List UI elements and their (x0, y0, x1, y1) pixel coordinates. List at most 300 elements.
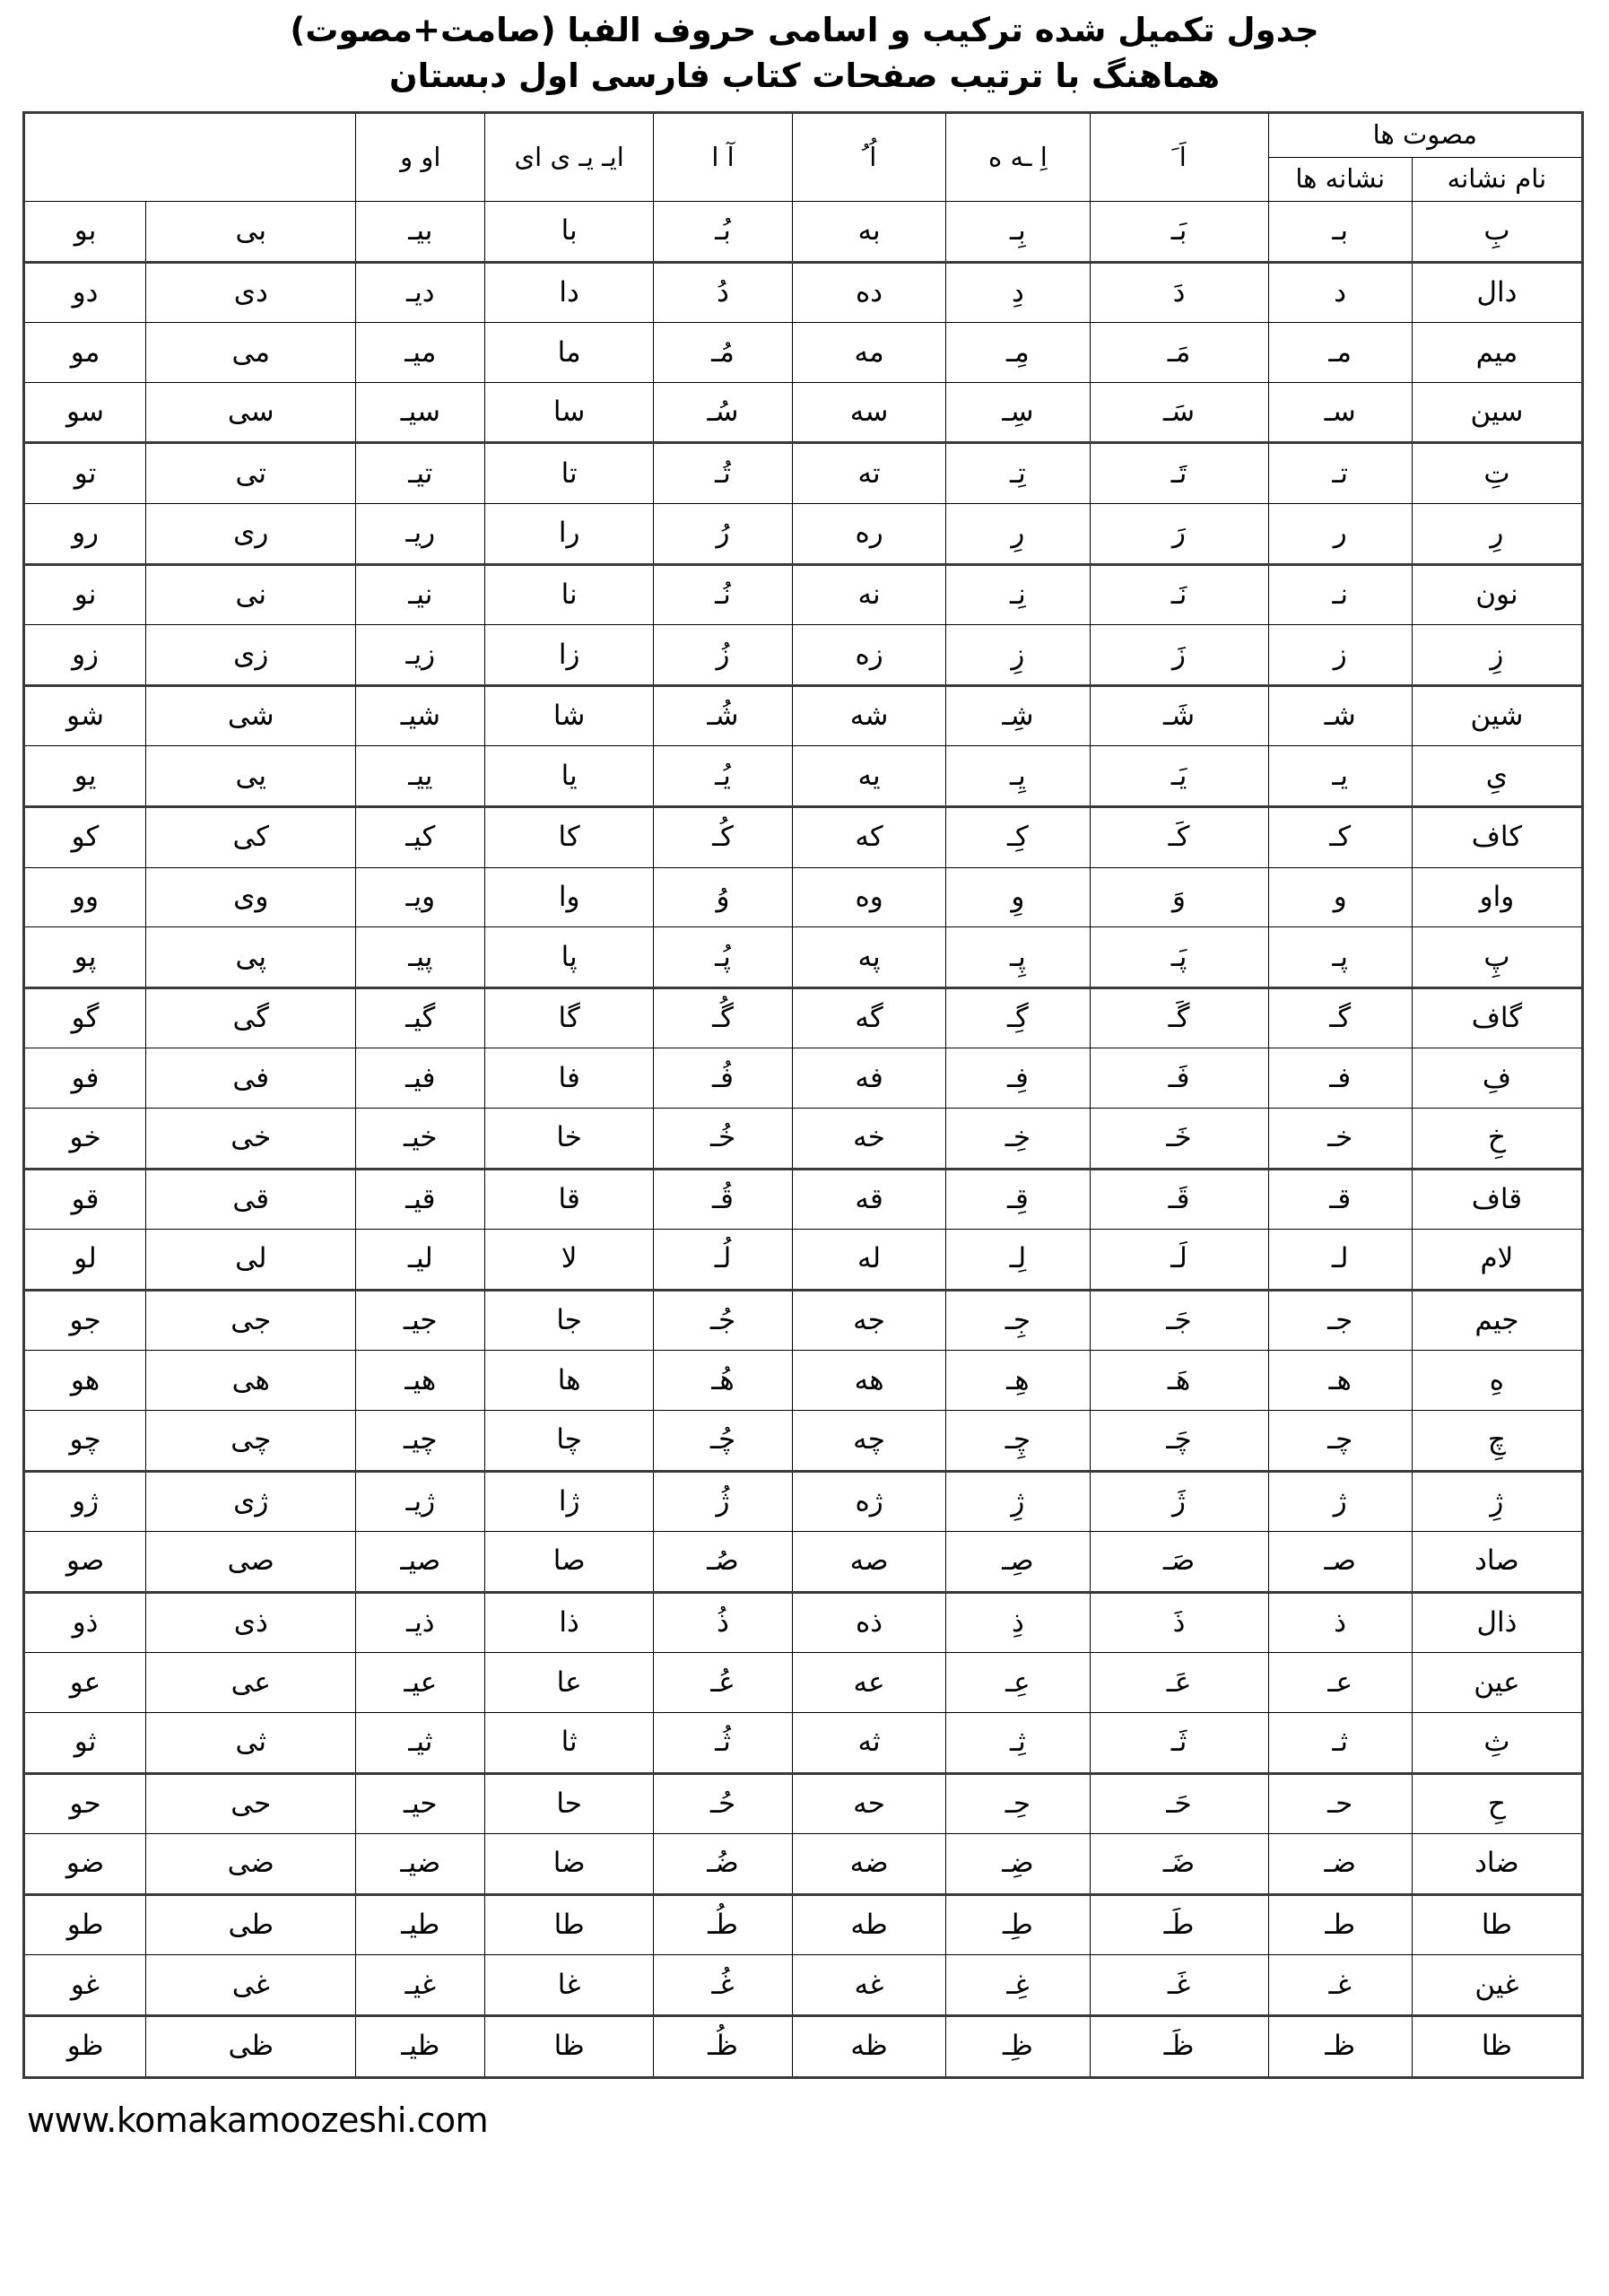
cell-with-ya-initial: سیـ (356, 382, 485, 443)
cell-with-ya: کی (146, 807, 356, 868)
cell-with-damma: دُ (654, 262, 793, 323)
cell-with-ya-initial: حیـ (356, 1773, 485, 1834)
cell-with-alef: با (485, 202, 654, 263)
cell-with-alef: گا (485, 987, 654, 1048)
table-row (24, 807, 1583, 868)
cell-with-fatha: چَـ (1090, 1410, 1268, 1471)
cell-with-alef: زا (485, 625, 654, 686)
cell-letter-name: ثِ (1412, 1712, 1582, 1773)
cell-letter-name: چِ (1412, 1410, 1582, 1471)
alphabet-combination-table (22, 111, 1584, 2078)
cell-with-ya: چی (146, 1410, 356, 1471)
table-row (24, 1169, 1583, 1230)
cell-with-vav: بو (24, 202, 146, 263)
cell-letter-name: ژِ (1412, 1471, 1582, 1532)
cell-with-damma: وُ (654, 867, 793, 927)
table-row (24, 262, 1583, 323)
cell-with-kasra: ژِ (946, 1471, 1090, 1532)
cell-with-ya: پی (146, 927, 356, 988)
cell-with-fatha: مَـ (1090, 323, 1268, 383)
cell-letter-name: طا (1412, 1894, 1582, 1955)
cell-with-ya-initial: فیـ (356, 1048, 485, 1109)
cell-letter-sign: ذ (1268, 1592, 1412, 1653)
cell-with-fatha: حَـ (1090, 1773, 1268, 1834)
table-row (24, 1290, 1583, 1351)
cell-letter-name: تِ (1412, 443, 1582, 504)
cell-with-ya-initial: طیـ (356, 1894, 485, 1955)
table-row (24, 1592, 1583, 1653)
cell-with-ya-initial: کیـ (356, 807, 485, 868)
cell-with-ya-initial: ویـ (356, 867, 485, 927)
cell-with-damma: ضُـ (654, 1834, 793, 1895)
cell-with-ya: سی (146, 382, 356, 443)
cell-with-he: په (792, 927, 945, 988)
table-row (24, 1109, 1583, 1170)
header-vowel-fatha: اَ َ (1090, 113, 1268, 202)
table-row (24, 1410, 1583, 1471)
cell-with-damma: یُـ (654, 746, 793, 807)
cell-with-ya-initial: تیـ (356, 443, 485, 504)
cell-with-ya-initial: شیـ (356, 685, 485, 746)
cell-letter-sign: گـ (1268, 987, 1412, 1048)
table-row (24, 1773, 1583, 1834)
table-row (24, 504, 1583, 565)
table-row (24, 867, 1583, 927)
cell-with-kasra: پِـ (946, 927, 1090, 988)
cell-with-damma: تُـ (654, 443, 793, 504)
cell-with-he: ذه (792, 1592, 945, 1653)
header-vowel-ya: ایـ یـ ی ای (485, 113, 654, 202)
cell-with-he: ده (792, 262, 945, 323)
cell-with-ya-initial: ژیـ (356, 1471, 485, 1532)
cell-with-alef: حا (485, 1773, 654, 1834)
cell-with-fatha: ضَـ (1090, 1834, 1268, 1895)
cell-with-kasra: شِـ (946, 685, 1090, 746)
cell-with-fatha: بَـ (1090, 202, 1268, 263)
cell-with-ya-initial: قیـ (356, 1169, 485, 1230)
cell-with-fatha: گَـ (1090, 987, 1268, 1048)
cell-letter-name: هِ (1412, 1351, 1582, 1411)
cell-letter-sign: هـ (1268, 1351, 1412, 1411)
cell-letter-name: قاف (1412, 1169, 1582, 1230)
cell-with-alef: ها (485, 1351, 654, 1411)
cell-with-he: گه (792, 987, 945, 1048)
cell-with-ya: بی (146, 202, 356, 263)
cell-with-alef: صا (485, 1532, 654, 1593)
cell-with-fatha: غَـ (1090, 1955, 1268, 2016)
table-row (24, 1955, 1583, 2016)
cell-with-ya-initial: گیـ (356, 987, 485, 1048)
header-vowel-damma: اُ ُ (792, 113, 945, 202)
cell-with-ya-initial: جیـ (356, 1290, 485, 1351)
cell-with-alef: وا (485, 867, 654, 927)
cell-with-he: فه (792, 1048, 945, 1109)
cell-letter-sign: صـ (1268, 1532, 1412, 1593)
cell-letter-name: پِ (1412, 927, 1582, 988)
cell-with-kasra: بِـ (946, 202, 1090, 263)
cell-with-alef: دا (485, 262, 654, 323)
cell-with-he: هه (792, 1351, 945, 1411)
cell-letter-name: غین (1412, 1955, 1582, 2016)
cell-with-damma: گُـ (654, 987, 793, 1048)
cell-letter-name: سین (1412, 382, 1582, 443)
cell-letter-sign: حـ (1268, 1773, 1412, 1834)
cell-with-fatha: هَـ (1090, 1351, 1268, 1411)
cell-with-fatha: خَـ (1090, 1109, 1268, 1170)
table-body (24, 202, 1583, 2077)
cell-with-he: طه (792, 1894, 945, 1955)
cell-letter-sign: و (1268, 867, 1412, 927)
cell-with-damma: لُـ (654, 1230, 793, 1291)
cell-with-ya: می (146, 323, 356, 383)
cell-with-damma: ثُـ (654, 1712, 793, 1773)
cell-with-kasra: فِـ (946, 1048, 1090, 1109)
cell-with-ya-initial: دیـ (356, 262, 485, 323)
cell-with-he: ژه (792, 1471, 945, 1532)
cell-letter-sign: ژ (1268, 1471, 1412, 1532)
cell-with-fatha: نَـ (1090, 564, 1268, 625)
cell-with-damma: فُـ (654, 1048, 793, 1109)
cell-with-ya: ذی (146, 1592, 356, 1653)
cell-letter-sign: چـ (1268, 1410, 1412, 1471)
cell-with-alef: کا (485, 807, 654, 868)
cell-letter-sign: مـ (1268, 323, 1412, 383)
cell-with-alef: تا (485, 443, 654, 504)
table-row (24, 746, 1583, 807)
table-header-row-main (24, 113, 1583, 158)
cell-letter-name: زِ (1412, 625, 1582, 686)
table-row (24, 1653, 1583, 1713)
cell-with-ya: ضی (146, 1834, 356, 1895)
cell-with-vav: یو (24, 746, 146, 807)
cell-letter-sign: پـ (1268, 927, 1412, 988)
header-sign-name: نام نشانه (1412, 158, 1582, 202)
cell-with-damma: چُـ (654, 1410, 793, 1471)
cell-with-ya-initial: غیـ (356, 1955, 485, 2016)
cell-with-fatha: کَـ (1090, 807, 1268, 868)
cell-with-he: ثه (792, 1712, 945, 1773)
cell-with-vav: نو (24, 564, 146, 625)
cell-letter-name: رِ (1412, 504, 1582, 565)
cell-with-ya-initial: لیـ (356, 1230, 485, 1291)
cell-with-kasra: کِـ (946, 807, 1090, 868)
cell-with-vav: خو (24, 1109, 146, 1170)
cell-with-ya-initial: ریـ (356, 504, 485, 565)
cell-with-ya: شی (146, 685, 356, 746)
cell-with-damma: پُـ (654, 927, 793, 988)
cell-with-he: ره (792, 504, 945, 565)
cell-with-vav: غو (24, 1955, 146, 2016)
cell-with-he: سه (792, 382, 945, 443)
cell-letter-sign: ضـ (1268, 1834, 1412, 1895)
table-row (24, 987, 1583, 1048)
cell-with-kasra: ذِ (946, 1592, 1090, 1653)
cell-with-fatha: سَـ (1090, 382, 1268, 443)
cell-letter-name: گاف (1412, 987, 1582, 1048)
cell-with-he: نه (792, 564, 945, 625)
cell-with-fatha: زَ (1090, 625, 1268, 686)
cell-with-ya-initial: بیـ (356, 202, 485, 263)
cell-letter-sign: فـ (1268, 1048, 1412, 1109)
cell-letter-name: میم (1412, 323, 1582, 383)
cell-letter-name: یِ (1412, 746, 1582, 807)
cell-letter-name: حِ (1412, 1773, 1582, 1834)
cell-with-ya: ژی (146, 1471, 356, 1532)
cell-letter-sign: غـ (1268, 1955, 1412, 2016)
cell-with-vav: وو (24, 867, 146, 927)
header-vowel-alef: آ ا (654, 113, 793, 202)
cell-with-ya-initial: ضیـ (356, 1834, 485, 1895)
cell-with-kasra: حِـ (946, 1773, 1090, 1834)
cell-with-fatha: طَـ (1090, 1894, 1268, 1955)
cell-with-fatha: ژَ (1090, 1471, 1268, 1532)
cell-with-damma: جُـ (654, 1290, 793, 1351)
cell-with-ya: خی (146, 1109, 356, 1170)
cell-with-vav: گو (24, 987, 146, 1048)
cell-with-damma: نُـ (654, 564, 793, 625)
cell-with-fatha: وَ (1090, 867, 1268, 927)
cell-with-vav: لو (24, 1230, 146, 1291)
cell-with-alef: ما (485, 323, 654, 383)
cell-with-vav: سو (24, 382, 146, 443)
cell-with-ya-initial: ظیـ (356, 2015, 485, 2077)
cell-letter-sign: شـ (1268, 685, 1412, 746)
table-row (24, 1834, 1583, 1895)
cell-with-he: یه (792, 746, 945, 807)
cell-letter-sign: ز (1268, 625, 1412, 686)
cell-letter-sign: بـ (1268, 202, 1412, 263)
cell-with-kasra: وِ (946, 867, 1090, 927)
cell-letter-sign: عـ (1268, 1653, 1412, 1713)
cell-letter-sign: نـ (1268, 564, 1412, 625)
cell-with-damma: عُـ (654, 1653, 793, 1713)
header-vowels-group: مصوت ها (1268, 113, 1582, 158)
cell-with-alef: نا (485, 564, 654, 625)
cell-with-damma: سُـ (654, 382, 793, 443)
cell-with-ya-initial: عیـ (356, 1653, 485, 1713)
cell-with-ya-initial: خیـ (356, 1109, 485, 1170)
table-row (24, 1894, 1583, 1955)
cell-with-he: جه (792, 1290, 945, 1351)
cell-letter-sign: سـ (1268, 382, 1412, 443)
cell-with-vav: دو (24, 262, 146, 323)
cell-letter-name: بِ (1412, 202, 1582, 263)
cell-with-alef: ظا (485, 2015, 654, 2077)
cell-with-ya: زی (146, 625, 356, 686)
cell-with-ya-initial: پیـ (356, 927, 485, 988)
cell-with-ya: فی (146, 1048, 356, 1109)
cell-letter-sign: یـ (1268, 746, 1412, 807)
cell-with-ya-initial: نیـ (356, 564, 485, 625)
cell-with-fatha: ثَـ (1090, 1712, 1268, 1773)
table-row (24, 382, 1583, 443)
cell-letter-name: ظا (1412, 2015, 1582, 2077)
cell-with-ya-initial: چیـ (356, 1410, 485, 1471)
cell-letter-name: واو (1412, 867, 1582, 927)
cell-with-ya: نی (146, 564, 356, 625)
table-row (24, 625, 1583, 686)
cell-with-kasra: جِـ (946, 1290, 1090, 1351)
cell-with-kasra: غِـ (946, 1955, 1090, 2016)
cell-with-kasra: خِـ (946, 1109, 1090, 1170)
page-footer (0, 2100, 1609, 2140)
cell-with-damma: رُ (654, 504, 793, 565)
cell-with-damma: ذُ (654, 1592, 793, 1653)
cell-with-ya: دی (146, 262, 356, 323)
cell-with-damma: هُـ (654, 1351, 793, 1411)
cell-with-alef: ژا (485, 1471, 654, 1532)
page-title-line-2: هماهنگ با ترتیب صفحات کتاب فارسی اول دبستان (389, 57, 1220, 96)
cell-with-ya: صی (146, 1532, 356, 1593)
cell-with-vav: زو (24, 625, 146, 686)
cell-with-damma: مُـ (654, 323, 793, 383)
cell-letter-name: ضاد (1412, 1834, 1582, 1895)
cell-with-he: عه (792, 1653, 945, 1713)
cell-letter-sign: ر (1268, 504, 1412, 565)
cell-with-he: غه (792, 1955, 945, 2016)
cell-with-kasra: قِـ (946, 1169, 1090, 1230)
cell-letter-sign: قـ (1268, 1169, 1412, 1230)
cell-with-vav: ضو (24, 1834, 146, 1895)
cell-with-damma: غُـ (654, 1955, 793, 2016)
cell-with-ya: وی (146, 867, 356, 927)
cell-with-alef: ضا (485, 1834, 654, 1895)
table-row (24, 1351, 1583, 1411)
cell-with-fatha: ظَـ (1090, 2015, 1268, 2077)
cell-letter-sign: ثـ (1268, 1712, 1412, 1773)
cell-with-ya: جی (146, 1290, 356, 1351)
cell-with-he: چه (792, 1410, 945, 1471)
cell-with-kasra: دِ (946, 262, 1090, 323)
cell-with-alef: سا (485, 382, 654, 443)
cell-with-fatha: دَ (1090, 262, 1268, 323)
cell-with-ya-initial: صیـ (356, 1532, 485, 1593)
cell-with-ya-initial: ییـ (356, 746, 485, 807)
cell-with-vav: فو (24, 1048, 146, 1109)
cell-with-ya-initial: ثیـ (356, 1712, 485, 1773)
cell-with-ya: لی (146, 1230, 356, 1291)
cell-with-vav: شو (24, 685, 146, 746)
cell-with-vav: عو (24, 1653, 146, 1713)
cell-with-alef: لا (485, 1230, 654, 1291)
cell-letter-name: فِ (1412, 1048, 1582, 1109)
table-row (24, 443, 1583, 504)
cell-with-alef: ذا (485, 1592, 654, 1653)
cell-with-ya: یی (146, 746, 356, 807)
cell-letter-name: شین (1412, 685, 1582, 746)
cell-with-fatha: پَـ (1090, 927, 1268, 988)
cell-with-alef: قا (485, 1169, 654, 1230)
table-row (24, 927, 1583, 988)
table-row (24, 202, 1583, 263)
cell-with-vav: کو (24, 807, 146, 868)
alphabet-table-container (22, 111, 1584, 2078)
cell-with-ya-initial: ذیـ (356, 1592, 485, 1653)
cell-with-alef: عا (485, 1653, 654, 1713)
cell-with-he: ظه (792, 2015, 945, 2077)
cell-with-he: که (792, 807, 945, 868)
table-row (24, 1230, 1583, 1291)
cell-with-fatha: عَـ (1090, 1653, 1268, 1713)
cell-with-damma: ظُـ (654, 2015, 793, 2077)
page-title-block (0, 0, 1609, 99)
cell-with-ya: هی (146, 1351, 356, 1411)
cell-with-vav: پو (24, 927, 146, 988)
cell-with-kasra: رِ (946, 504, 1090, 565)
cell-with-he: ضه (792, 1834, 945, 1895)
cell-with-damma: کُـ (654, 807, 793, 868)
cell-with-he: صه (792, 1532, 945, 1593)
table-row (24, 1048, 1583, 1109)
cell-with-ya: غی (146, 1955, 356, 2016)
cell-letter-sign: ظـ (1268, 2015, 1412, 2077)
cell-letter-name: ذال (1412, 1592, 1582, 1653)
cell-with-he: شه (792, 685, 945, 746)
cell-with-alef: یا (485, 746, 654, 807)
cell-with-damma: ژُ (654, 1471, 793, 1532)
header-vowel-vav: او و (356, 113, 485, 202)
cell-letter-name: لام (1412, 1230, 1582, 1291)
cell-with-ya: عی (146, 1653, 356, 1713)
cell-with-he: له (792, 1230, 945, 1291)
cell-with-vav: مو (24, 323, 146, 383)
cell-with-ya-initial: زیـ (356, 625, 485, 686)
table-row (24, 1532, 1583, 1593)
cell-with-vav: ذو (24, 1592, 146, 1653)
cell-with-kasra: ظِـ (946, 2015, 1090, 2077)
cell-with-damma: طُـ (654, 1894, 793, 1955)
cell-with-kasra: چِـ (946, 1410, 1090, 1471)
table-row (24, 685, 1583, 746)
cell-with-alef: را (485, 504, 654, 565)
cell-with-kasra: عِـ (946, 1653, 1090, 1713)
cell-with-he: مه (792, 323, 945, 383)
cell-with-damma: خُـ (654, 1109, 793, 1170)
cell-letter-name: خِ (1412, 1109, 1582, 1170)
cell-letter-sign: کـ (1268, 807, 1412, 868)
cell-with-alef: جا (485, 1290, 654, 1351)
cell-letter-name: عین (1412, 1653, 1582, 1713)
cell-with-ya: تی (146, 443, 356, 504)
cell-with-vav: ثو (24, 1712, 146, 1773)
cell-with-fatha: لَـ (1090, 1230, 1268, 1291)
cell-with-vav: طو (24, 1894, 146, 1955)
cell-with-kasra: تِـ (946, 443, 1090, 504)
table-row (24, 2015, 1583, 2077)
table-row (24, 564, 1583, 625)
cell-with-alef: شا (485, 685, 654, 746)
cell-with-alef: خا (485, 1109, 654, 1170)
cell-with-vav: تو (24, 443, 146, 504)
cell-with-ya: ری (146, 504, 356, 565)
cell-letter-name: کاف (1412, 807, 1582, 868)
cell-letter-sign: تـ (1268, 443, 1412, 504)
cell-with-damma: زُ (654, 625, 793, 686)
cell-with-alef: ثا (485, 1712, 654, 1773)
cell-with-kasra: یِـ (946, 746, 1090, 807)
cell-with-kasra: صِـ (946, 1532, 1090, 1593)
cell-with-damma: قُـ (654, 1169, 793, 1230)
header-vowel-kasra: اِ ـه ه (946, 113, 1090, 202)
cell-with-fatha: تَـ (1090, 443, 1268, 504)
cell-with-fatha: یَـ (1090, 746, 1268, 807)
cell-with-vav: رو (24, 504, 146, 565)
cell-with-fatha: صَـ (1090, 1532, 1268, 1593)
cell-with-he: قه (792, 1169, 945, 1230)
cell-with-ya: گی (146, 987, 356, 1048)
cell-letter-name: صاد (1412, 1532, 1582, 1593)
cell-letter-sign: لـ (1268, 1230, 1412, 1291)
